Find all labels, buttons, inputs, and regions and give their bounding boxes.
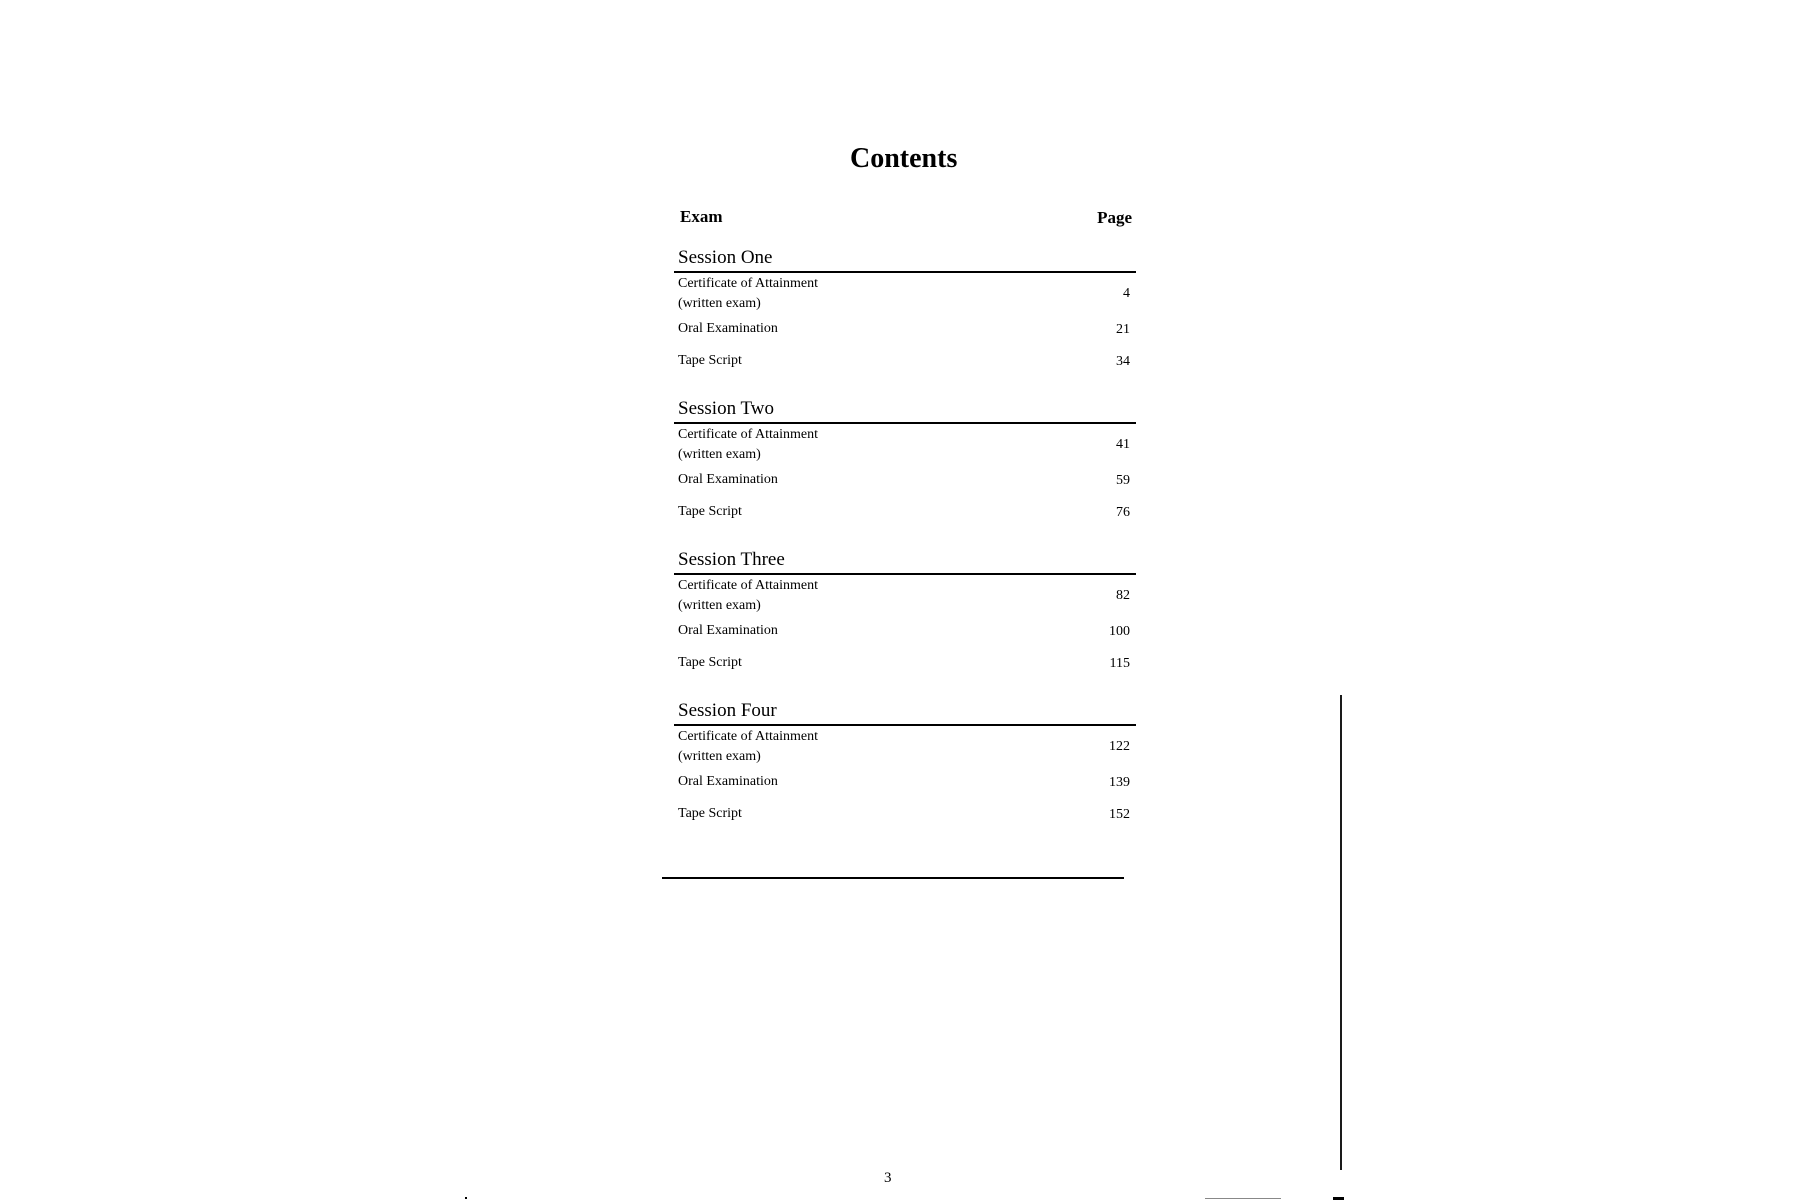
entry-page-number: 100 <box>1109 624 1130 639</box>
entry-label-line1: Certificate of Attainment <box>678 427 818 442</box>
entry-page-number: 82 <box>1116 588 1130 603</box>
entry-page-number: 76 <box>1116 505 1130 520</box>
entry-label: Oral Examination <box>678 774 778 789</box>
exam-column-header: Exam <box>680 207 723 226</box>
entry-page-number: 139 <box>1109 775 1130 790</box>
page-title: Contents <box>850 143 958 174</box>
toc-entry-oral <box>678 319 1130 339</box>
section-divider <box>674 573 1136 575</box>
entry-page-number: 4 <box>1123 286 1130 301</box>
page-column-header: Page <box>1097 208 1132 227</box>
entry-label-line1: Certificate of Attainment <box>678 276 818 291</box>
session-two-section <box>666 385 1136 536</box>
entry-label-line2: (written exam) <box>678 749 761 764</box>
entry-label: Tape Script <box>678 504 742 519</box>
section-title: Session Two <box>678 398 774 419</box>
table-of-contents <box>666 204 1136 838</box>
toc-entry-oral <box>678 470 1130 490</box>
entry-page-number: 34 <box>1116 354 1130 369</box>
entry-page-number: 21 <box>1116 322 1130 337</box>
toc-entry-certificate <box>678 425 1130 465</box>
toc-entry-tape-script <box>678 502 1130 522</box>
entry-label: Tape Script <box>678 806 742 821</box>
entry-label: Tape Script <box>678 353 742 368</box>
bottom-divider <box>662 877 1124 879</box>
scan-edge-line <box>1340 695 1342 1170</box>
session-four-section <box>666 687 1136 838</box>
entry-label-line1: Certificate of Attainment <box>678 578 818 593</box>
section-divider <box>674 271 1136 273</box>
section-title: Session One <box>678 247 773 268</box>
toc-entry-oral <box>678 772 1130 792</box>
toc-entry-tape-script <box>678 653 1130 673</box>
entry-label: Tape Script <box>678 655 742 670</box>
scan-artifact-dash <box>1205 1198 1281 1199</box>
entry-label-line2: (written exam) <box>678 296 761 311</box>
entry-page-number: 152 <box>1109 807 1130 822</box>
page-number: 3 <box>884 1170 892 1186</box>
entry-page-number: 122 <box>1109 739 1130 754</box>
entry-page-number: 115 <box>1109 656 1130 671</box>
toc-entry-certificate <box>678 727 1130 767</box>
session-one-section <box>666 234 1136 385</box>
toc-header-row <box>666 204 1136 234</box>
scan-artifact-dot <box>465 1197 467 1199</box>
toc-entry-certificate <box>678 274 1130 314</box>
entry-page-number: 41 <box>1116 437 1130 452</box>
entry-label: Oral Examination <box>678 321 778 336</box>
section-divider <box>674 422 1136 424</box>
entry-page-number: 59 <box>1116 473 1130 488</box>
section-divider <box>674 724 1136 726</box>
entry-label: Oral Examination <box>678 472 778 487</box>
toc-entry-certificate <box>678 576 1130 616</box>
entry-label: Oral Examination <box>678 623 778 638</box>
toc-entry-oral <box>678 621 1130 641</box>
toc-entry-tape-script <box>678 804 1130 824</box>
entry-label-line2: (written exam) <box>678 598 761 613</box>
section-title: Session Four <box>678 700 777 721</box>
section-title: Session Three <box>678 549 785 570</box>
session-three-section <box>666 536 1136 687</box>
entry-label-line2: (written exam) <box>678 447 761 462</box>
entry-label-line1: Certificate of Attainment <box>678 729 818 744</box>
toc-entry-tape-script <box>678 351 1130 371</box>
